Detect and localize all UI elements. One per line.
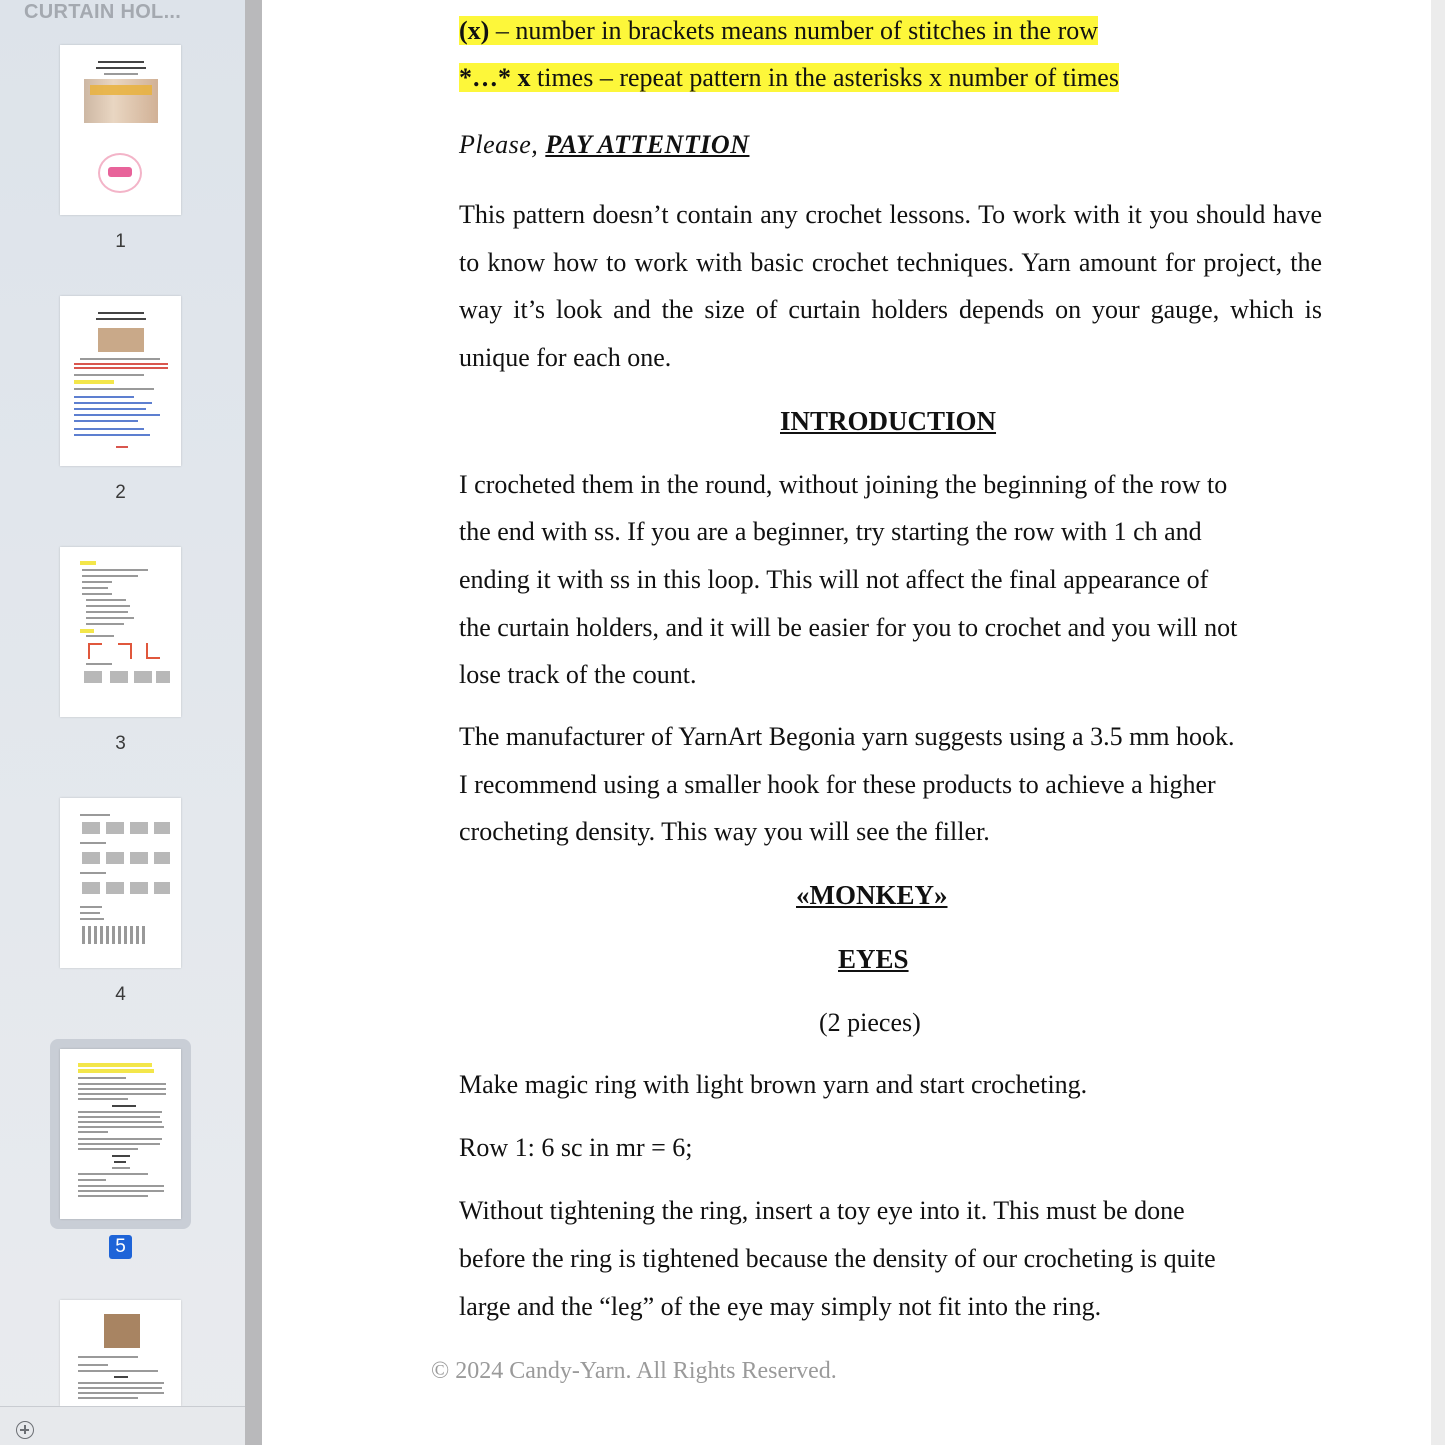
pay-attention-line [459, 130, 749, 160]
window-edge [1431, 0, 1445, 1445]
intro-line: the curtain holders, and it will be easier for you to crochet and you will not [459, 613, 1238, 642]
toy-eye-line: before the ring is tightened because the density of our crocheting is quite [459, 1244, 1216, 1273]
thumbnail-image [60, 798, 181, 968]
please-text: Please, [459, 130, 546, 159]
sidebar-footer [0, 1406, 245, 1445]
pay-attention-heading: PAY ATTENTION [545, 130, 750, 159]
add-page-icon[interactable] [16, 1421, 34, 1439]
monkey-heading: «MONKEY» [796, 880, 948, 910]
photo-icon [104, 1314, 140, 1348]
introduction-heading: INTRODUCTION [780, 406, 997, 436]
thumbnail-image [60, 296, 181, 466]
intro-line: I crocheted them in the round, without joining the beginning of the row to [459, 470, 1228, 499]
magic-ring-instruction: Make magic ring with light brown yarn and start crocheting. [459, 1070, 1088, 1099]
toy-eye-line: Without tightening the ring, insert a toy eye into it. This must be done [459, 1196, 1185, 1225]
yarn-line: crocheting density. This way you will see the filler. [459, 817, 990, 846]
page-number-2: 2 [115, 482, 126, 503]
notation-repeat-text: times – repeat pattern in the asterisks x number of times [530, 63, 1119, 92]
document-title: CURTAIN HOL... [24, 1, 182, 23]
photo-icon [98, 328, 144, 352]
current-page-badge: 5 [109, 1235, 132, 1259]
row-1-instruction: Row 1: 6 sc in mr = 6; [459, 1133, 693, 1162]
yarn-line: I recommend using a smaller hook for these products to achieve a higher [459, 770, 1216, 799]
intro-line: lose track of the count. [459, 660, 697, 689]
notation-repeat-term: *…* x [459, 63, 531, 92]
notation-x-line [459, 16, 1098, 46]
notation-x-text: – number in brackets means number of stitches in the row [489, 16, 1099, 45]
notation-repeat-line [459, 63, 1119, 93]
intro-line: the end with ss. If you are a beginner, try starting the row with 1 ch and [459, 517, 1202, 546]
notation-x-term: (x) [459, 16, 490, 45]
thumbnail-image [60, 547, 181, 717]
yarn-line: The manufacturer of YarnArt Begonia yarn suggests using a 3.5 mm hook. [459, 722, 1235, 751]
page-number-1: 1 [115, 231, 126, 252]
document-page [262, 0, 1431, 1445]
copyright-footer: © 2024 Candy-Yarn. All Rights Reserved. [431, 1358, 837, 1384]
page-number-5 [50, 1235, 191, 1259]
intro-line: ending it with ss in this loop. This will not affect the final appearance of [459, 565, 1209, 594]
eyes-heading: EYES [838, 944, 909, 974]
attention-paragraph: This pattern doesn’t contain any crochet lessons. To work with it you should have to know how to work with basic crochet techniques. Yarn amount for project, the way it’s look and the size of curtain holders depends on your gauge, which is unique for each one. [459, 200, 1322, 372]
thumbnail-image [60, 1049, 181, 1219]
page-number-3: 3 [115, 733, 126, 754]
page-number-4: 4 [115, 984, 126, 1005]
pieces-note: (2 pieces) [819, 1008, 921, 1037]
thumbnail-sidebar [0, 0, 245, 1445]
toy-eye-line: large and the “leg” of the eye may simply not fit into the ring. [459, 1292, 1102, 1321]
thumbnail-image [60, 45, 181, 215]
thumbnail-image [60, 1300, 181, 1406]
sidebar-divider[interactable] [245, 0, 262, 1445]
